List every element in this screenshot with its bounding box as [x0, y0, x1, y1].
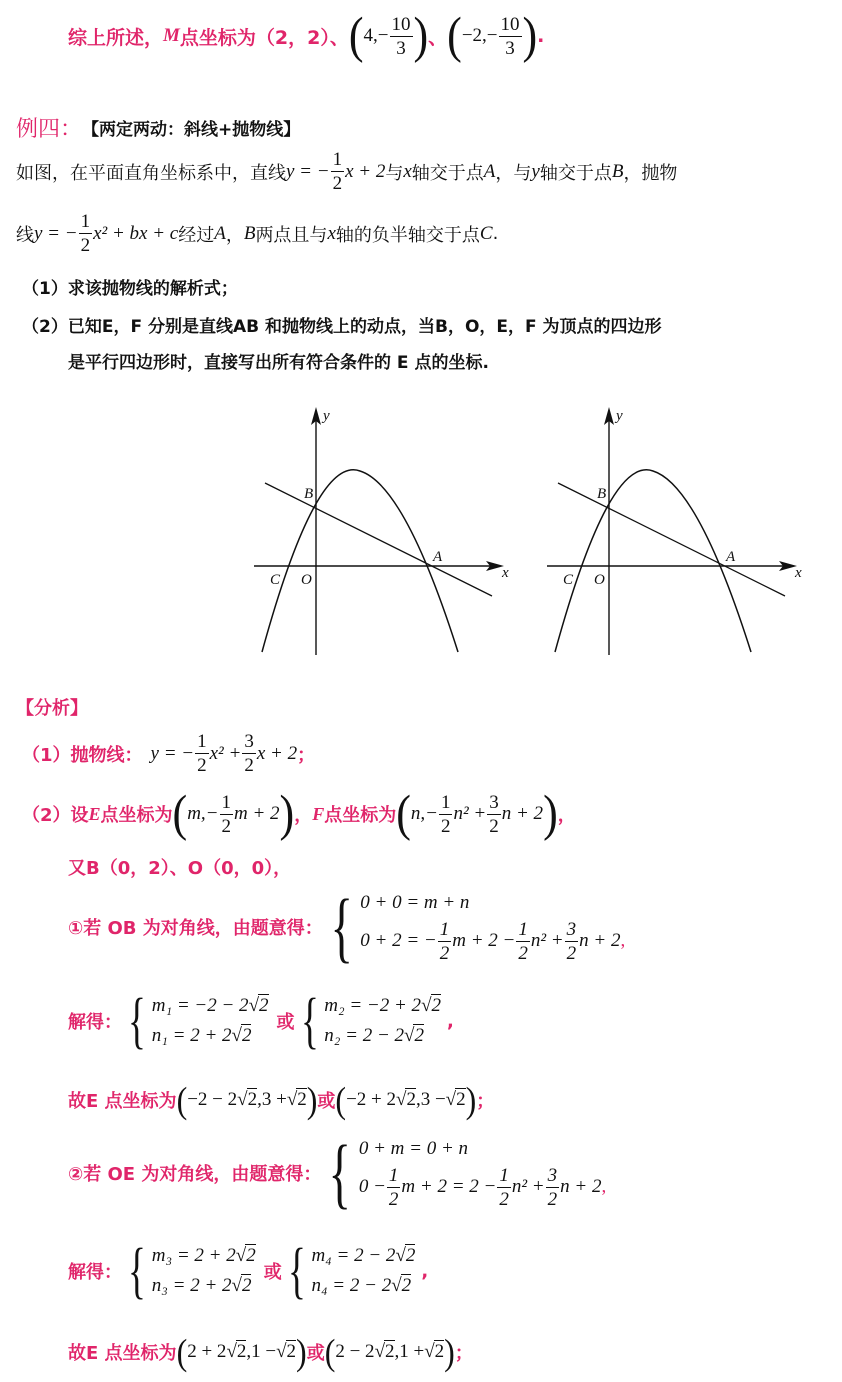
eq-part: n² +	[530, 930, 564, 951]
numerator: 1	[221, 791, 231, 813]
svg-text:C: C	[270, 572, 281, 588]
coord-text: n + 2	[501, 803, 544, 824]
coord-text: m,−	[187, 803, 219, 824]
stem-text: 经过	[178, 224, 215, 246]
paren-open: (	[396, 785, 411, 842]
point-b: B	[611, 160, 624, 182]
svg-text:x: x	[795, 565, 802, 581]
semicolon: ；	[297, 744, 316, 766]
or-text: 或	[306, 1343, 325, 1364]
denominator: 3	[396, 37, 406, 59]
coord-text: ,1 −	[246, 1341, 277, 1362]
svg-text:A: A	[726, 549, 736, 565]
paren-close: )	[465, 1079, 477, 1121]
coord-text: n,−	[410, 803, 438, 824]
case-label: ①若 OB 为对角线，由题意得：	[68, 918, 323, 939]
radicand: 2	[414, 1025, 424, 1046]
paren-close: )	[543, 785, 558, 842]
analysis-header: 【分析】	[16, 698, 88, 719]
svg-text:x: x	[502, 565, 509, 581]
fraction	[565, 920, 579, 963]
radicand: 2	[401, 1275, 412, 1296]
coord-text: n² +	[453, 803, 487, 824]
radicand: 2	[247, 1089, 258, 1110]
n-value: n₄ = 2 − 2	[311, 1275, 392, 1296]
coord-text: ,3 +	[257, 1089, 287, 1110]
brace-icon: {	[300, 987, 319, 1055]
stem-text: 轴交于点	[411, 162, 484, 184]
comma: ，	[557, 805, 576, 826]
fraction	[390, 15, 413, 58]
equation-system	[360, 892, 625, 963]
denominator: 2	[440, 815, 451, 837]
example-label: 例四：	[16, 117, 83, 142]
var-x: x	[403, 160, 412, 182]
paren-close: )	[444, 1331, 455, 1373]
numerator: 3	[566, 918, 577, 940]
case-1-solutions: 解得： { m₁ = −2 − 2√2 n₁ = 2 + 2√2 或 { m₂ = −2 + 2√2 n₂ = 2 − 2√2 ,	[68, 987, 454, 1055]
conclusion-prefix: 综上所述，	[68, 26, 164, 49]
equation: y = −	[150, 742, 195, 764]
numerator: 1	[439, 918, 450, 940]
coord-text: 4,−	[363, 25, 389, 46]
denominator: 2	[221, 815, 231, 837]
eq-part: 0 + 2 = −	[360, 930, 437, 951]
denominator: 2	[547, 1188, 558, 1210]
denominator: 3	[505, 37, 515, 59]
numerator: 3	[489, 791, 499, 813]
numerator: 1	[332, 149, 343, 170]
problem-stem-line-1	[16, 150, 677, 193]
radicand: 2	[241, 1275, 252, 1296]
solve-label: 解得：	[68, 1262, 122, 1283]
paren-open: (	[176, 1331, 188, 1373]
numerator: 10	[391, 13, 411, 35]
numerator: 3	[547, 1164, 558, 1186]
separator: ，	[294, 805, 313, 826]
semicolon: ；	[454, 1343, 473, 1364]
coord-text: 2 + 2	[187, 1341, 227, 1362]
equation-system	[359, 1138, 606, 1209]
stem-text: 线	[16, 224, 34, 246]
eq-part: n² +	[511, 1176, 545, 1197]
point-c: C	[479, 222, 493, 244]
fraction	[499, 15, 522, 58]
stem-text: 轴的负半轴交于点	[335, 224, 480, 246]
denominator: 2	[80, 235, 91, 256]
part-label: （2）设	[22, 805, 89, 826]
coord-text: ,1 +	[394, 1341, 425, 1362]
numerator: 1	[440, 791, 451, 813]
equation-2: 0 − $\frac{1}{2}$ m + 2 = 2 − $\frac{1}{2}$ n² + $\frac{3}{2}$ n + 2 ,	[358, 1164, 607, 1210]
solution-set-1: m₁ = −2 − 2√2 n₁ = 2 + 2√2	[151, 995, 269, 1046]
paren-close: )	[279, 785, 295, 842]
point-a: A	[483, 160, 496, 182]
result-label: 故E 点坐标为	[68, 1091, 177, 1112]
numerator: 1	[499, 1164, 509, 1186]
brace-icon: {	[287, 1237, 306, 1305]
case-label: ②若 OE 为对角线，由题意得：	[68, 1164, 322, 1185]
fraction	[220, 793, 234, 836]
equation-1: 0 + m = 0 + n	[358, 1137, 469, 1159]
or-text: 或	[276, 1012, 295, 1033]
or-text: 或	[263, 1262, 282, 1283]
case-2-result: 故E 点坐标为 ( 2 + 2√2,1 −√2 ) 或 ( 2 − 2√2,1 +√2 ) ；	[68, 1331, 473, 1373]
equation: x + 2	[345, 160, 386, 182]
paren-open: (	[348, 7, 364, 64]
paren-open: (	[447, 7, 462, 64]
stem-text: 与	[385, 162, 404, 184]
solution-set-2: m₄ = 2 − 2√2 n₄ = 2 − 2√2	[311, 1245, 416, 1296]
case-2-system	[68, 1129, 607, 1216]
denominator: 2	[518, 942, 528, 964]
fraction	[497, 1166, 511, 1209]
denominator: 2	[566, 942, 577, 964]
svg-text:B: B	[304, 486, 314, 502]
radicand: 2	[431, 995, 441, 1016]
eq-part: m + 2 = 2 −	[401, 1176, 497, 1197]
or-text: 或	[317, 1091, 336, 1112]
brace-icon: {	[127, 1237, 146, 1305]
numerator: 1	[197, 731, 207, 752]
numerator: 1	[518, 918, 528, 940]
fraction	[331, 150, 345, 193]
part-label: （1）抛物线：	[22, 744, 143, 766]
question-2-line-2: 是平行四边形时，直接写出所有符合条件的 E 点的坐标.	[68, 353, 489, 373]
stem-text: ，	[225, 224, 244, 246]
paren-open: (	[335, 1079, 347, 1121]
radicand: 2	[456, 1089, 466, 1110]
fraction	[242, 732, 256, 775]
radicand: 2	[405, 1245, 416, 1266]
solution-set-2: m₂ = −2 + 2√2 n₂ = 2 − 2√2	[324, 995, 441, 1046]
case-1-result: 故E 点坐标为 ( −2 − 2√2,3 +√2 ) 或 ( −2 + 2√2,3 −√2 ) ；	[68, 1079, 495, 1121]
result-label: 故E 点坐标为	[68, 1343, 177, 1364]
coord-text: −2,−	[461, 25, 498, 46]
radicand: 2	[406, 1089, 416, 1110]
equation: x² +	[209, 742, 242, 764]
text: 点坐标为	[100, 805, 173, 826]
previous-conclusion	[68, 7, 545, 64]
solve-label: 解得：	[68, 1012, 122, 1033]
brace-icon: {	[328, 1129, 352, 1216]
stem-text: ，与	[495, 162, 532, 184]
svg-text:y: y	[323, 408, 330, 424]
paren-close: )	[296, 1331, 307, 1373]
svg-text:A: A	[433, 549, 443, 565]
radicand: 2	[286, 1341, 297, 1362]
m-value: m₁ = −2 − 2	[151, 995, 249, 1016]
fraction	[516, 920, 530, 963]
point-a: A	[214, 222, 226, 244]
coord-text: −2 − 2	[187, 1089, 238, 1110]
figure-1	[240, 395, 520, 665]
var-x: x	[327, 222, 336, 244]
denominator: 2	[388, 1188, 399, 1210]
numerator: 10	[500, 13, 520, 35]
equation: x + 2	[256, 742, 298, 764]
var-m: M	[163, 25, 180, 46]
text: 点坐标为	[324, 805, 397, 826]
paren-close: )	[306, 1079, 318, 1121]
question-2-line-1: （2）已知E，F 分别是直线AB 和抛物线上的动点，当B，O，E，F 为顶点的四边形	[22, 317, 662, 337]
fraction	[79, 212, 93, 255]
fraction	[546, 1166, 560, 1209]
radicand: 2	[241, 1025, 252, 1046]
coord-text: −2 + 2	[346, 1089, 396, 1110]
denominator: 2	[499, 1188, 509, 1210]
solution-set-1: m₃ = 2 + 2√2 n₃ = 2 + 2√2	[151, 1245, 256, 1296]
coord-text: m + 2	[234, 803, 280, 824]
paren-open: (	[172, 785, 188, 842]
equation: y = −	[286, 160, 330, 182]
paren-close: )	[413, 7, 429, 64]
var-y: y	[531, 160, 540, 182]
stem-text: 两点且与	[255, 224, 328, 246]
semicolon: ；	[476, 1091, 495, 1112]
example-heading	[16, 112, 300, 143]
stem-text: 轴交于点	[539, 162, 612, 184]
denominator: 2	[244, 755, 254, 776]
radicand: 2	[259, 995, 269, 1016]
stem-text: .	[492, 223, 499, 244]
period: .	[537, 25, 545, 47]
eq-part: n + 2	[560, 1176, 602, 1197]
example-tag: 【两定两动：斜线+抛物线】	[82, 120, 301, 140]
analysis-part-2	[22, 785, 576, 842]
svg-text:y: y	[616, 408, 623, 424]
conclusion-middle: 点坐标为（2，2）、	[179, 26, 349, 49]
svg-text:O: O	[301, 572, 312, 588]
stem-text: 如图，在平面直角坐标系中，直线	[16, 162, 286, 184]
numerator: 1	[388, 1164, 399, 1186]
fraction	[439, 793, 453, 836]
eq-part: n + 2	[579, 930, 621, 951]
radicand: 2	[236, 1341, 247, 1362]
numerator: 1	[80, 211, 91, 232]
paren-open: (	[324, 1331, 336, 1373]
case-2-solutions: 解得： { m₃ = 2 + 2√2 n₃ = 2 + 2√2 或 { m₄ = 2 − 2√2 n₄ = 2 − 2√2 ,	[68, 1237, 429, 1305]
problem-stem-line-2	[16, 212, 498, 255]
svg-text:B: B	[597, 486, 607, 502]
paren-open: (	[176, 1079, 188, 1121]
case-1-system	[68, 883, 626, 970]
radicand: 2	[246, 1245, 256, 1266]
denominator: 2	[439, 942, 450, 964]
denominator: 2	[332, 173, 343, 194]
radicand: 2	[385, 1341, 395, 1362]
separator: 、	[428, 26, 448, 49]
equation-1: 0 + 0 = m + n	[360, 891, 470, 913]
coord-text: 2 − 2	[335, 1341, 375, 1362]
eq-part: m + 2 −	[452, 930, 516, 951]
equation: x² + bx + c	[93, 222, 179, 244]
equation-2: 0 + 2 = − $\frac{1}{2}$ m + 2 − $\frac{1}{2}$ n² + $\frac{3}{2}$ n + 2 ,	[360, 918, 626, 964]
denominator: 2	[197, 755, 207, 776]
svg-text:O: O	[594, 572, 605, 588]
paren-close: )	[522, 7, 538, 64]
radicand: 2	[297, 1089, 307, 1110]
brace-icon: {	[330, 883, 353, 970]
fraction	[195, 732, 209, 775]
analysis-given-points: 又B（0，2）、O（0，0），	[68, 858, 292, 879]
n-value: n₂ = 2 − 2	[324, 1025, 405, 1046]
n-value: n₁ = 2 + 2	[151, 1025, 232, 1046]
radicand: 2	[434, 1341, 445, 1362]
m-value: m₂ = −2 + 2	[324, 995, 422, 1016]
point-b: B	[243, 222, 256, 244]
question-1: （1）求该抛物线的解析式；	[22, 279, 238, 299]
fraction	[487, 793, 501, 836]
numerator: 3	[244, 731, 254, 752]
fraction	[438, 920, 452, 963]
fraction	[387, 1166, 401, 1209]
figure-2	[533, 395, 813, 665]
denominator: 2	[489, 815, 499, 837]
n-value: n₃ = 2 + 2	[151, 1275, 232, 1296]
brace-icon: {	[127, 987, 146, 1055]
stem-text: ，抛物	[623, 162, 678, 184]
point-e: E	[88, 803, 101, 824]
equation: y = −	[34, 222, 78, 244]
coord-text: ,3 −	[415, 1089, 446, 1110]
m-value: m₄ = 2 − 2	[311, 1245, 396, 1266]
point-f: F	[312, 803, 325, 824]
eq-part: 0 −	[358, 1176, 386, 1197]
m-value: m₃ = 2 + 2	[151, 1245, 236, 1266]
analysis-part-1	[22, 732, 315, 775]
svg-text:C: C	[563, 572, 574, 588]
